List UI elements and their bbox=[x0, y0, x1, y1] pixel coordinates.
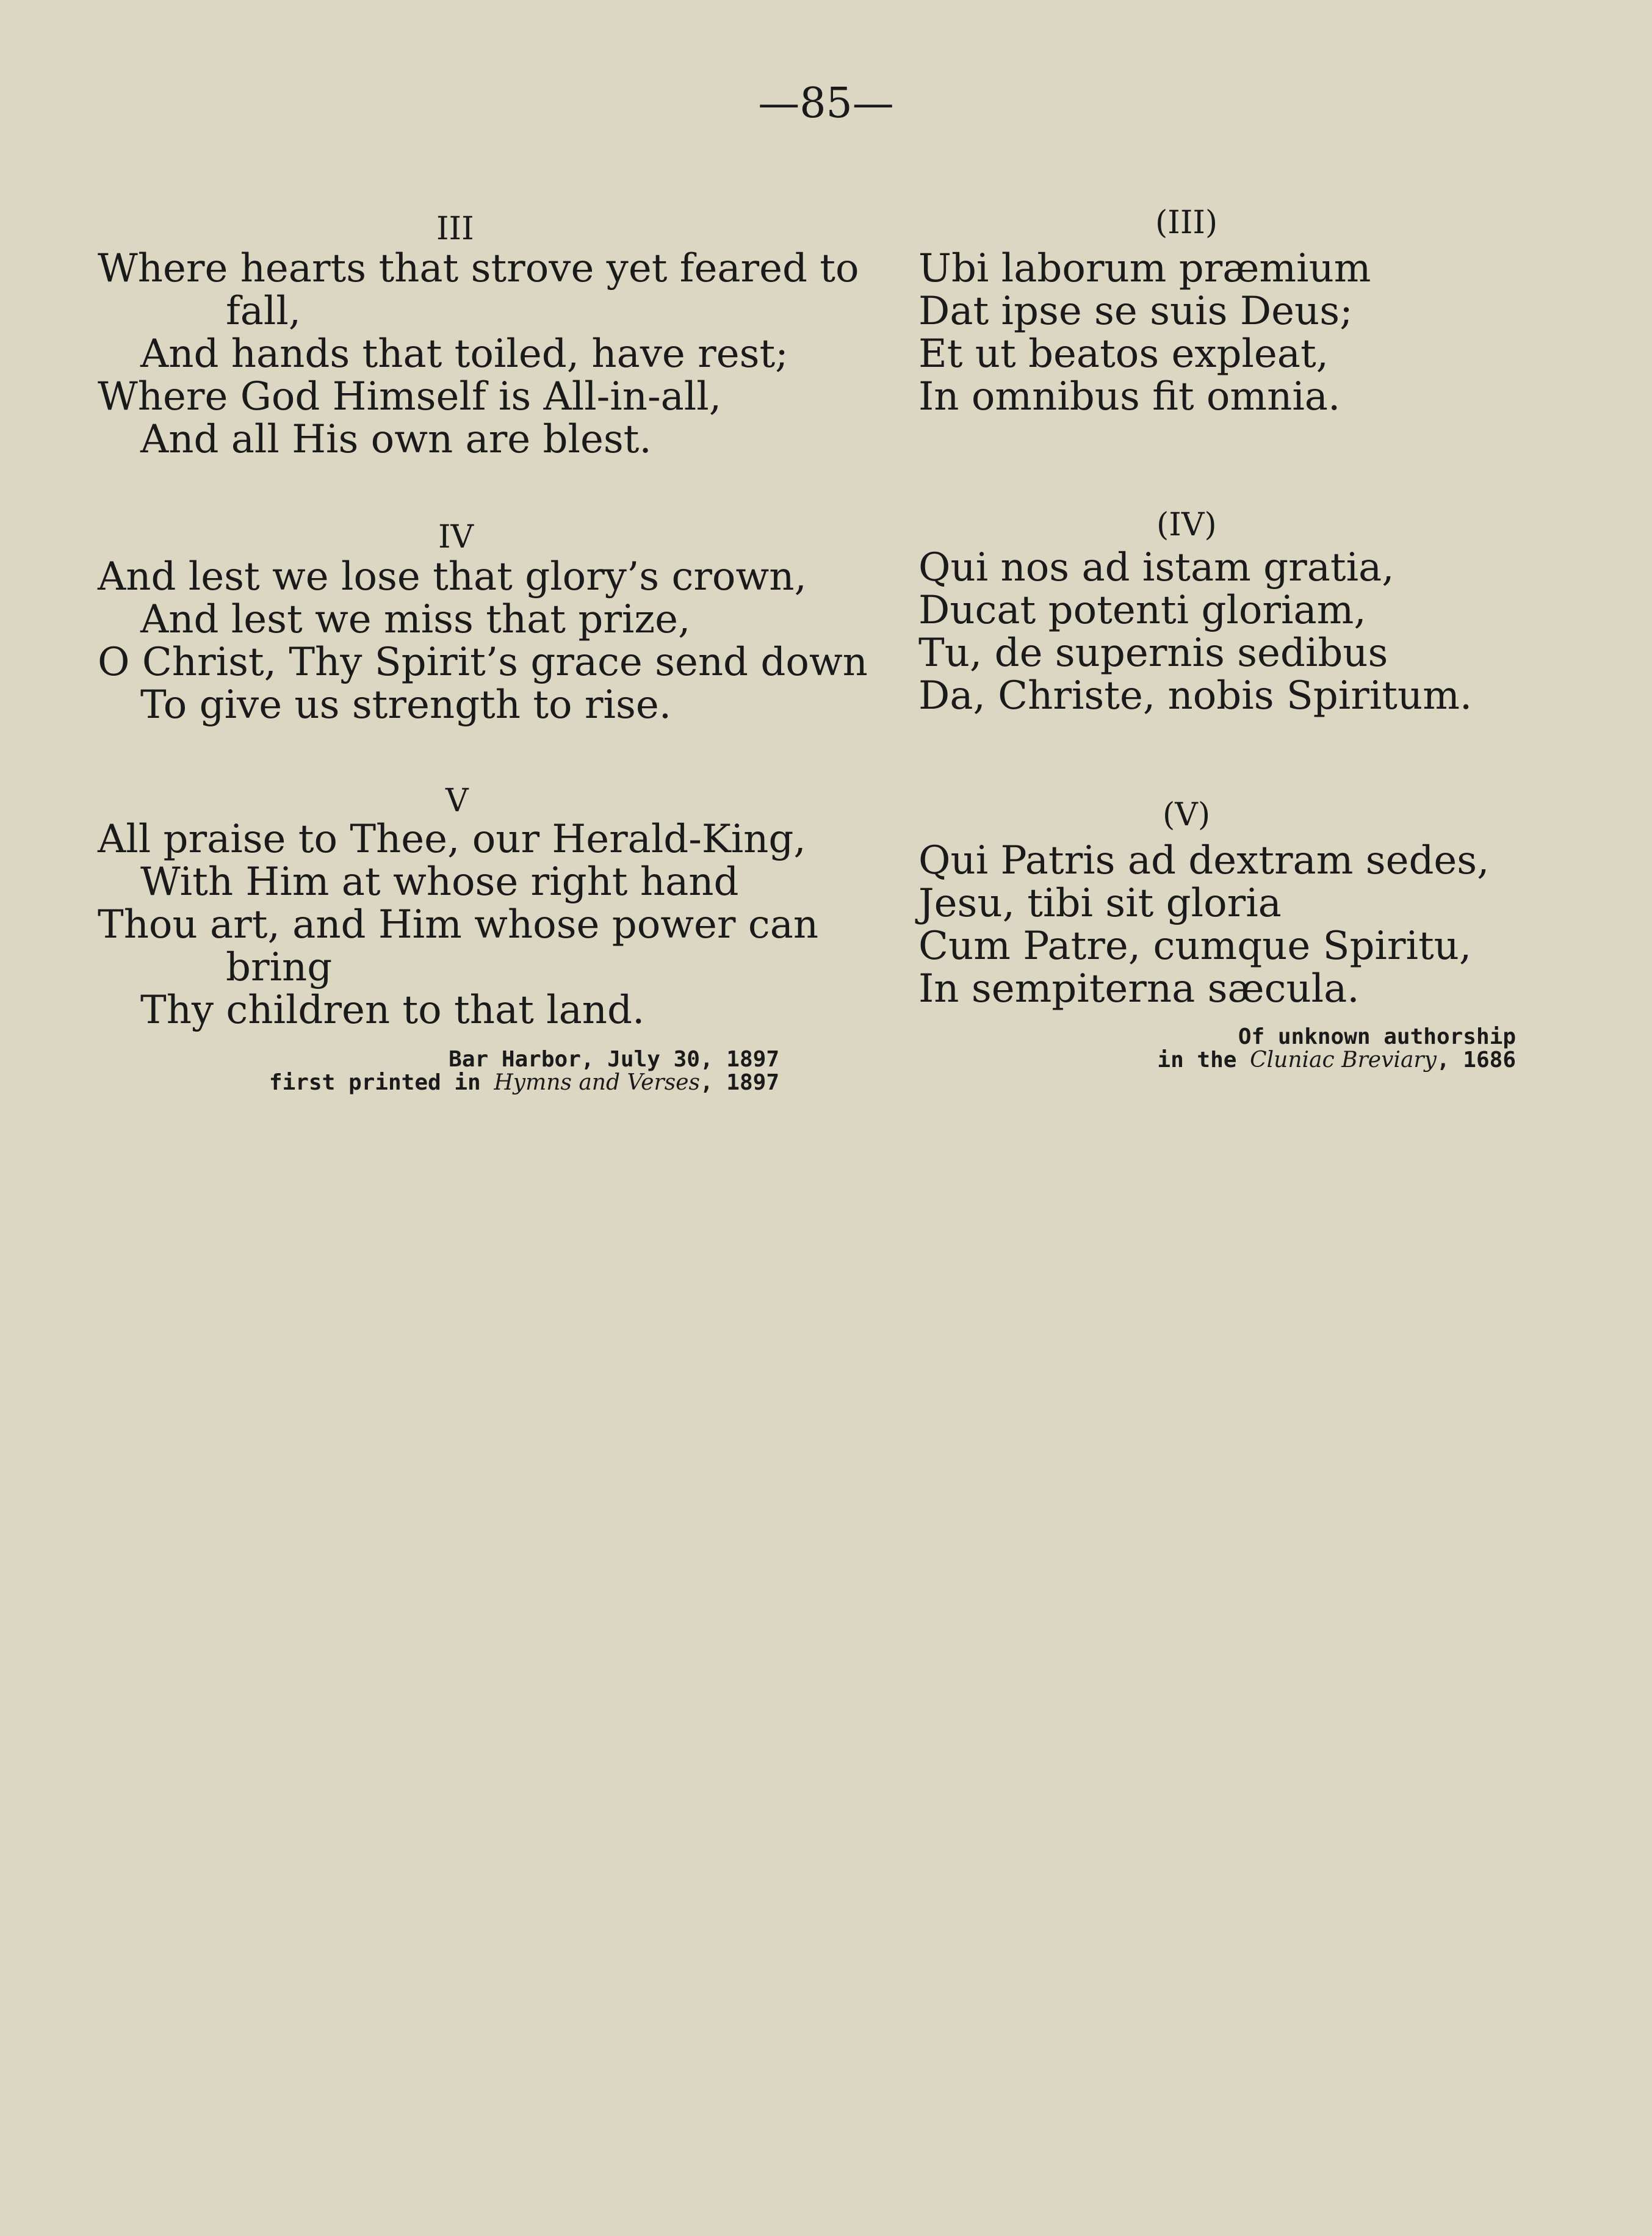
verse-line: Qui Patris ad dextram sedes, bbox=[918, 838, 1490, 883]
stanza-v bbox=[98, 818, 818, 1032]
verse-line: And lest we lose that glory’s crown, bbox=[98, 554, 807, 599]
attribution-source-title: Hymns and Verses bbox=[494, 1070, 700, 1095]
verse-line: O Christ, Thy Spirit’s grace send down bbox=[98, 640, 868, 685]
verse-line: Et ut beatos expleat, bbox=[918, 331, 1329, 377]
verse-line: All praise to Thee, our Herald-King, bbox=[98, 817, 806, 862]
verse-line: Da, Christe, nobis Spiritum. bbox=[918, 673, 1473, 718]
verse-line: And hands that toiled, have rest; bbox=[140, 331, 788, 377]
stanza-heading-iv: IV bbox=[438, 519, 474, 555]
verse-line: Ubi laborum præmium bbox=[918, 246, 1371, 291]
stanza-iv bbox=[98, 555, 868, 726]
verse-line: In omnibus fit omnia. bbox=[918, 374, 1341, 419]
verse-line: fall, bbox=[226, 289, 301, 334]
verse-line: With Him at whose right hand bbox=[140, 859, 739, 905]
attribution-source-prefix: first printed in bbox=[269, 1070, 494, 1095]
latin-stanza-heading-iii: (III) bbox=[1155, 204, 1218, 241]
page-number: —85— bbox=[758, 79, 894, 128]
verse-line: Jesu, tibi sit gloria bbox=[918, 881, 1282, 926]
latin-attribution bbox=[1157, 1026, 1516, 1072]
attribution-source bbox=[1157, 1049, 1516, 1072]
attribution-source-suffix: , 1686 bbox=[1436, 1047, 1516, 1073]
verse-line: Dat ipse se suis Deus; bbox=[918, 289, 1353, 334]
attribution-place-date: Bar Harbor, July 30, 1897 bbox=[449, 1047, 779, 1072]
stanza-heading-v: V bbox=[445, 783, 469, 819]
latin-stanza-iii bbox=[918, 247, 1371, 418]
verse-line: bring bbox=[226, 945, 333, 990]
verse-line: Where God Himself is All-in-all, bbox=[98, 374, 722, 419]
verse-line: And all His own are blest. bbox=[140, 417, 652, 462]
latin-stanza-iv bbox=[918, 546, 1472, 717]
attribution-source-prefix: in the bbox=[1157, 1047, 1250, 1073]
verse-line: Tu, de supernis sedibus bbox=[918, 631, 1388, 676]
verse-line: In sempiterna sæcula. bbox=[918, 966, 1360, 1011]
verse-line: Cum Patre, cumque Spiritu, bbox=[918, 924, 1472, 969]
verse-line: Thy children to that land. bbox=[140, 988, 645, 1033]
attribution-source-suffix: , 1897 bbox=[699, 1070, 779, 1095]
verse-line: And lest we miss that prize, bbox=[140, 597, 691, 642]
attribution-authorship: Of unknown authorship bbox=[1238, 1024, 1516, 1049]
stanza-iii bbox=[98, 247, 859, 461]
verse-line: Where hearts that strove yet feared to bbox=[98, 246, 859, 291]
verse-line: Qui nos ad istam gratia, bbox=[918, 545, 1394, 590]
latin-stanza-heading-iv: (IV) bbox=[1156, 507, 1217, 543]
stanza-heading-iii: III bbox=[436, 211, 474, 247]
latin-stanza-heading-v: (V) bbox=[1163, 797, 1211, 833]
verse-line: To give us strength to rise. bbox=[140, 682, 672, 728]
english-attribution bbox=[269, 1048, 779, 1094]
latin-stanza-v bbox=[918, 839, 1489, 1010]
verse-line: Ducat potenti gloriam, bbox=[918, 588, 1366, 633]
attribution-source bbox=[269, 1071, 779, 1094]
verse-line: Thou art, and Him whose power can bbox=[98, 902, 819, 947]
attribution-source-title: Cluniac Breviary bbox=[1250, 1047, 1437, 1073]
